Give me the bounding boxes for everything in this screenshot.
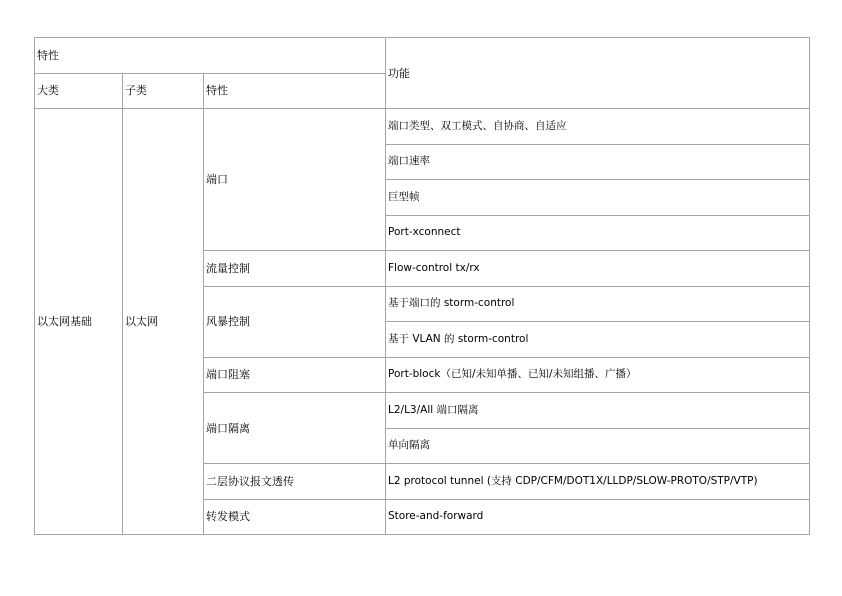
header-function-cell: 功能 (386, 38, 810, 109)
feature-cell: 转发模式 (204, 499, 386, 535)
feature-cell: 流量控制 (204, 251, 386, 287)
header-attribute-cell: 特性 (204, 73, 386, 109)
function-cell: 单向隔离 (386, 428, 810, 464)
function-cell: Port-block（已知/未知单播、已知/未知组播、广播） (386, 357, 810, 393)
function-cell: Flow-control tx/rx (386, 251, 810, 287)
feature-cell: 端口 (204, 109, 386, 251)
function-cell: 端口类型、双工模式、自协商、自适应 (386, 109, 810, 145)
function-cell: L2/L3/All 端口隔离 (386, 393, 810, 429)
feature-cell: 端口阻塞 (204, 357, 386, 393)
category-cell: 以太网基础 (35, 109, 123, 535)
subcategory-cell: 以太网 (123, 109, 204, 535)
header-row-1 (35, 38, 810, 74)
function-cell: 端口速率 (386, 144, 810, 180)
function-cell: Store-and-forward (386, 499, 810, 535)
table-row (35, 109, 810, 145)
header-category-cell: 大类 (35, 73, 123, 109)
function-cell: 巨型帧 (386, 180, 810, 216)
function-cell: L2 protocol tunnel (支持 CDP/CFM/DOT1X/LLDP/SLOW-PROTO/STP/VTP) (386, 464, 810, 500)
function-cell: 基于端口的 storm-control (386, 286, 810, 322)
feature-cell: 端口隔离 (204, 393, 386, 464)
feature-table (34, 37, 810, 535)
header-subcategory-cell: 子类 (123, 73, 204, 109)
function-cell: Port-xconnect (386, 215, 810, 251)
feature-cell: 风暴控制 (204, 286, 386, 357)
header-feature-cell: 特性 (35, 38, 386, 74)
feature-cell: 二层协议报文透传 (204, 464, 386, 500)
function-cell: 基于 VLAN 的 storm-control (386, 322, 810, 358)
